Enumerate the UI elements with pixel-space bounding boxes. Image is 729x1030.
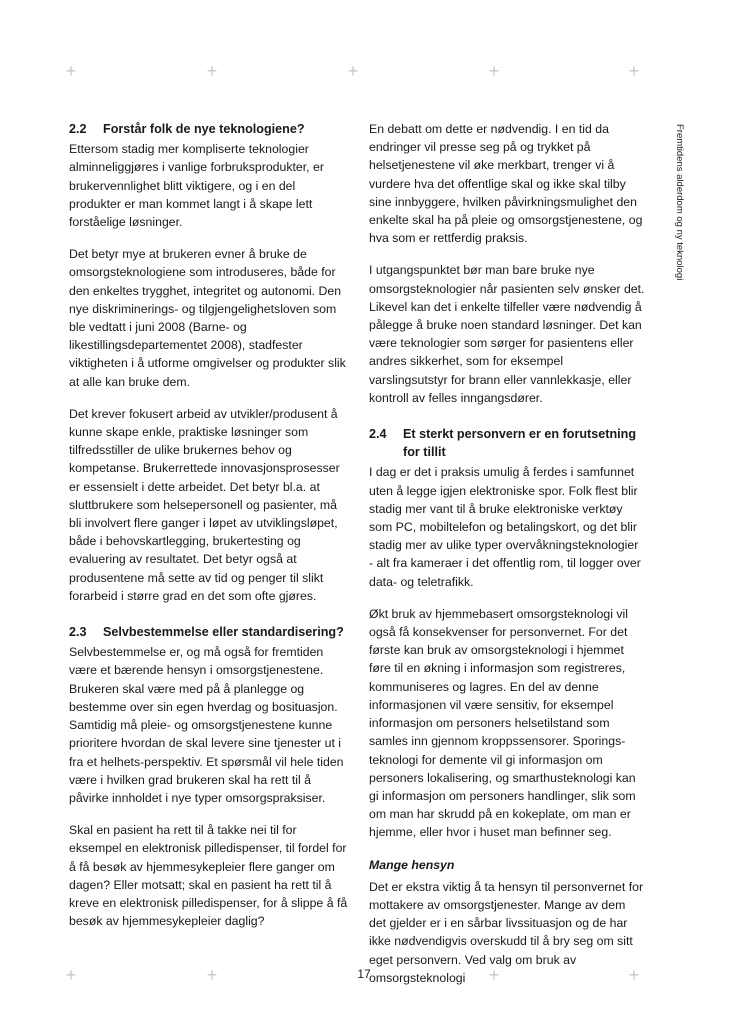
section-heading-2-4 <box>369 425 645 461</box>
section-heading-2-2 <box>69 120 350 138</box>
paragraph: Skal en pasient ha rett til å takke nei til for eksempel en elektronisk pilledispenser, til fordel for å få besøk av hjemmesykepleier flere ganger om dagen? Eller motsatt; skal en pasient ha rett til å kreve en elektronisk pilledispenser, for å slippe å få besøk av hjemmesykepleier daglig? <box>69 823 348 929</box>
paragraph: En debatt om dette er nødvendig. I en tid da endringer vil presse seg på og trykket på helsetjenestene vil øke merkbart, trenger vi å vurdere hva det offentlige skal og ikke skal tilby sine innbyggere, hvilken påvirkningsmulighet den enkelte skal ha på pleie og omsorgstjenestene, og hva som er rettferdig praksis. <box>369 122 643 246</box>
paragraph: Det krever fokusert arbeid av utvikler/produsent å kunne skape enkle, praktiske løsninger som tilfredsstiller de ulike brukernes behov og kompetanse. Brukerrettede innovasjonsprosesser er essensielt i dette arbeidet. Det betyr bl.a. at sluttbrukere som helsepersonell og pasienter, må bli involvert flere ganger i løpet av utviklingsløpet, både i behovskartlegging, brukertesting og evaluering av resultatet. Det betyr også at produsentene må sette av tid og penger til slikt forarbeid i større grad en det som ofte gjøres. <box>69 406 340 603</box>
crop-mark: + <box>65 61 77 81</box>
section-heading-2-3 <box>69 623 350 641</box>
running-title: Fremtidens alderdom og ny teknologi <box>674 124 685 281</box>
crop-mark: + <box>628 61 640 81</box>
section-title: Et sterkt personvern er en forutsetning for tillit <box>403 427 637 460</box>
crop-mark: + <box>488 965 500 985</box>
left-column <box>69 120 350 944</box>
crop-mark: + <box>488 61 500 81</box>
section-number: 2.3 <box>69 625 87 640</box>
crop-mark: + <box>628 965 640 985</box>
crop-mark: + <box>206 61 218 81</box>
subheading: Mange hensyn <box>369 857 455 872</box>
section-title: Forstår folk de nye teknologiene? <box>103 122 305 136</box>
paragraph: Det betyr mye at brukeren evner å bruke de omsorgsteknologiene som introduseres, både for den enkeltes trygghet, integritet og autonomi. Den nye diskriminerings- og tilgjengelighetsloven som ble vedtatt i juni 2008 (Barne- og likestillingsdepartementet 2008), stadfester viktigheten i å utforme omgivelser og produkter slik at alle kan bruke dem. <box>69 247 346 389</box>
section-number: 2.4 <box>369 427 387 442</box>
paragraph: Ettersom stadig mer kompliserte teknologier alminneliggjøres i vanlige forbruksprodukter, er brukervennlighet blitt viktigere, og i en del produkter er man kommet langt i å skape lett forståelige løsninger. <box>69 142 324 230</box>
section-title: Selvbestemmelse eller standardisering? <box>103 625 344 640</box>
page-number: 17 <box>357 967 371 981</box>
paragraph: Selvbestemmelse er, og må også for fremtiden være et bærende hensyn i omsorgstjenestene. Brukeren skal være med på å planlegge og bestemme over sin egen hverdag og bosituasjon. Samtidig må pleie- og omsorgstjenestene kunne prioritere hvordan de skal levere sine tjenester ut i fra et helhets-perspektiv. Et spørsmål vil hele tiden være i hvilken grad brukeren skal ha rett til å påvirke innholdet i nye typer omsorgspraksiser. <box>69 645 344 805</box>
crop-mark: + <box>347 61 359 81</box>
crop-mark: + <box>206 965 218 985</box>
paragraph: Økt bruk av hjemmebasert omsorgsteknologi vil også få konsekvenser for personvernet. For det første kan bruk av omsorgsteknologi i hjemmet føre til en økning i informasjon som registreres, kommuniseres og lagres. En del av denne informasjonen vil være sensitiv, for eksempel informasjon om personers helsetilstand som samles inn gjennom kroppssensorer. Sporings-teknologi for demente vil gi informasjon om personers lokalisering, og smarthusteknologi kan gi informasjon om personers handlinger, slik som om man har skrudd på en kokeplate, om man er hjemme, eller hvor i huset man befinner seg. <box>369 606 636 840</box>
crop-mark: + <box>65 965 77 985</box>
paragraph: I dag er det i praksis umulig å ferdes i samfunnet uten å legge igjen elektroniske spor. Folk flest blir stadig mer vant til å bruke elektroniske verktøy som PC, mobiltelefon og betalingskort, og det blir stadig mer av ulike typer overvåkningsteknologier - alt fra kameraer i det offentlig rom, til logger over data- og teletrafikk. <box>369 465 641 589</box>
paragraph: I utgangspunktet bør man bare bruke nye omsorgsteknologier når pasienten selv ønsker det. Likevel kan det i enkelte tilfeller være nødvendig å pålegge å bruke noen standard løsninger. Det kan være teknologier som sørger for pasientens eller andres sikkerhet, som for eksempel varslingsutstyr for brann eller vannlekkasje, eller kontroll av felles inngangsdører. <box>369 263 645 405</box>
right-column <box>369 120 645 987</box>
section-number: 2.2 <box>69 122 87 136</box>
paragraph: Det er ekstra viktig å ta hensyn til personvernet for mottakere av omsorgstjenester. Mange av dem det gjelder er i en sårbar livssituasjon og de har ikke nødvendigvis overskudd til å bry seg om sitt eget personvern. Ved valg om bruk av omsorgsteknologi <box>369 879 644 985</box>
